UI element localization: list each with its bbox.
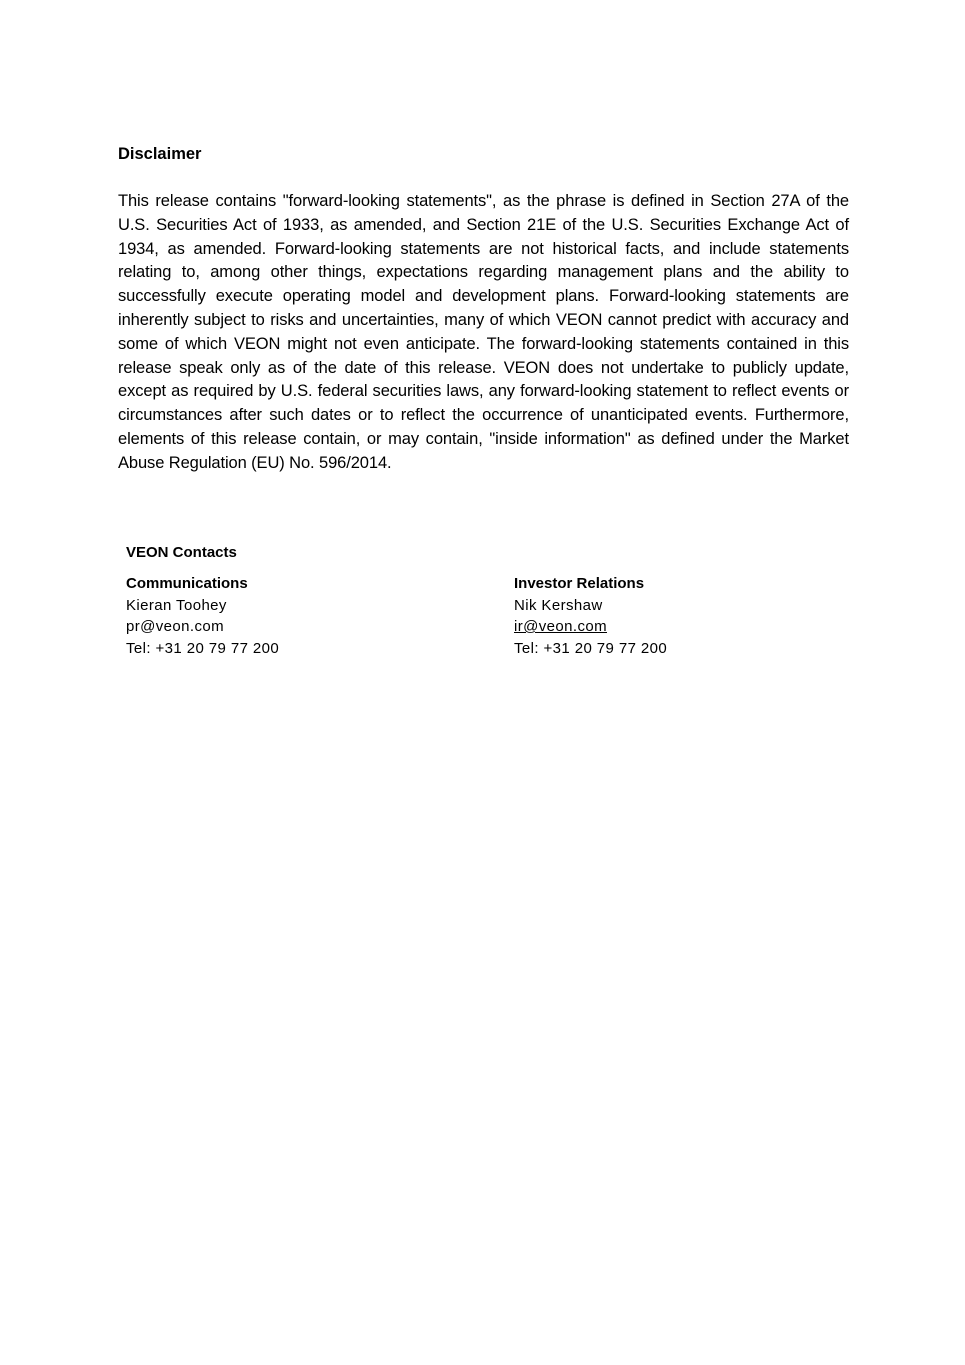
disclaimer-text: This release contains "forward-looking statements", as the phrase is defined in Section 27A of the U.S. Securities Act of 1933, as amended, and Section 21E of the U.S. Securities Exchange Act of 1934, as amended. Forward-looking statements are not historical facts, and include statements relating to, among other things, expectations regarding management plans and the ability to successfully execute operating model and development plans. Forward-looking statements are inherently subject to risks and uncertainties, many of which VEON cannot predict with accuracy and some of which VEON might not even anticipate. The forward-looking statements contained in this release speak only as of the date of this release. VEON does not undertake to publicly update, except as required by U.S. federal securities laws, any forward-looking statement to reflect events or circumstances after such dates or to reflect the occurrence of unanticipated events. Furthermore, elements of this release contain, or may contain, "inside information" as defined under the Market Abuse Regulation (EU) No. 596/2014. (118, 192, 849, 472)
communications-contact (126, 573, 466, 659)
communications-email: pr@veon.com (126, 618, 224, 635)
investor-relations-heading: Investor Relations (514, 575, 645, 592)
investor-relations-email-line (514, 616, 854, 638)
communications-name: Kieran Toohey (126, 596, 227, 614)
communications-phone: Tel: +31 20 79 77 200 (126, 639, 280, 657)
disclaimer-heading: Disclaimer (118, 145, 202, 163)
investor-relations-name: Nik Kershaw (514, 596, 603, 614)
investor-relations-email-link[interactable]: ir@veon.com (514, 618, 607, 635)
contacts-title: VEON Contacts (126, 544, 237, 561)
investor-relations-contact (514, 573, 854, 659)
communications-heading: Communications (126, 575, 248, 592)
investor-relations-phone: Tel: +31 20 79 77 200 (514, 639, 668, 657)
